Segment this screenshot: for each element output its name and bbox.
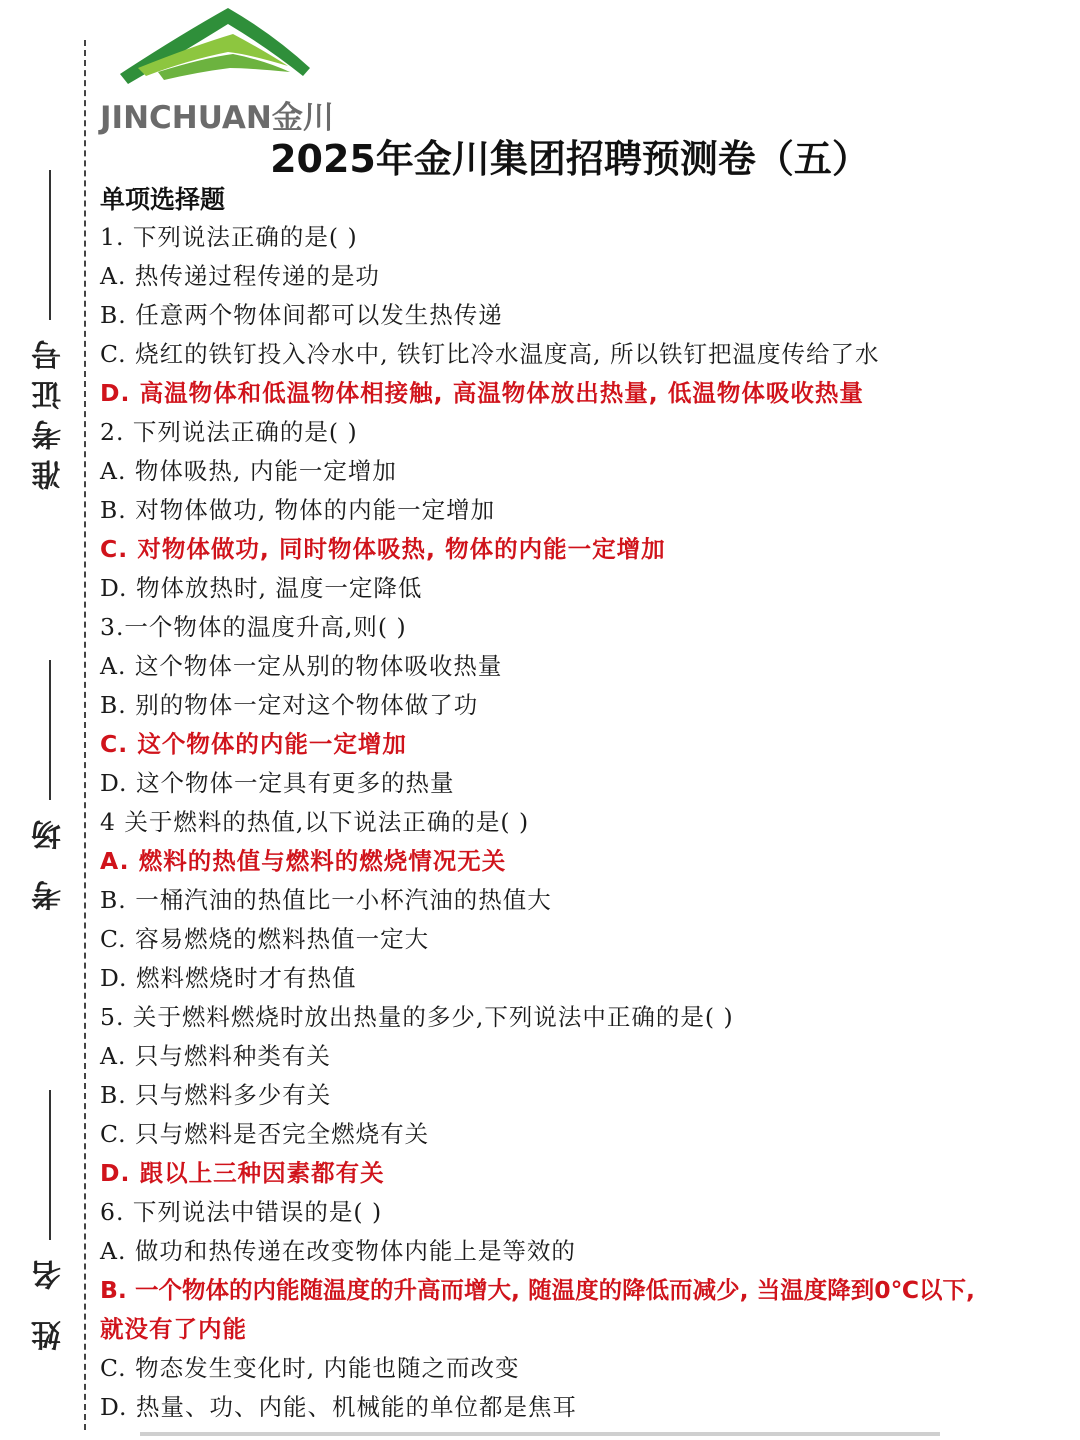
answer-line: C. 对物体做功, 同时物体吸热, 物体的内能一定增加	[100, 535, 666, 563]
question-line: 6. 下列说法中错误的是( )	[100, 1198, 383, 1226]
exam-id-label: 准考证号	[32, 330, 67, 490]
logo-text: JINCHUAN金川	[100, 100, 334, 136]
question-line: B. 别的物体一定对这个物体做了功	[100, 691, 479, 719]
answer-line: C. 这个物体的内能一定增加	[100, 730, 407, 758]
exam-room-blank	[49, 660, 51, 800]
question-line: C. 烧红的铁钉投入冷水中, 铁钉比冷水温度高, 所以铁钉把温度传给了水	[100, 340, 880, 368]
question-line: 1. 下列说法正确的是( )	[100, 223, 358, 251]
answer-line: D. 跟以上三种因素都有关	[100, 1159, 385, 1187]
section-title: 单项选择题	[100, 185, 226, 214]
question-line: A. 物体吸热, 内能一定增加	[100, 457, 397, 485]
question-line: D. 热量、功、内能、机械能的单位都是焦耳	[100, 1393, 577, 1421]
question-line: 2. 下列说法正确的是( )	[100, 418, 358, 446]
question-line: A. 这个物体一定从别的物体吸收热量	[100, 652, 503, 680]
answer-line: A. 燃料的热值与燃料的燃烧情况无关	[100, 847, 507, 875]
logo-mountain-icon	[98, 6, 348, 96]
binding-margin	[0, 0, 90, 1440]
answer-line: B. 一个物体的内能随温度的升高而增大, 随温度的降低而减少, 当温度降到0℃以下,	[100, 1276, 975, 1304]
name-blank	[49, 1090, 51, 1240]
cut-line	[84, 40, 86, 1430]
question-line: C. 容易燃烧的燃料热值一定大	[100, 925, 430, 953]
question-line: D. 这个物体一定具有更多的热量	[100, 769, 455, 797]
question-list	[100, 218, 1075, 1427]
question-line: B. 一桶汽油的热值比一小杯汽油的热值大	[100, 886, 552, 914]
question-line: A. 做功和热传递在改变物体内能上是等效的	[100, 1237, 576, 1265]
bottom-divider	[140, 1432, 940, 1436]
page-title: 2025年金川集团招聘预测卷（五）	[270, 137, 870, 181]
question-line: 3.一个物体的温度升高,则( )	[100, 613, 407, 641]
answer-line: 就没有了内能	[100, 1315, 247, 1343]
question-line: A. 只与燃料种类有关	[100, 1042, 331, 1070]
exam-room-field	[30, 660, 70, 910]
question-line: D. 物体放热时, 温度一定降低	[100, 574, 423, 602]
exam-room-label: 考 场	[32, 810, 67, 911]
exam-id-field	[30, 170, 70, 490]
question-line: B. 只与燃料多少有关	[100, 1081, 332, 1109]
question-line: B. 对物体做功, 物体的内能一定增加	[100, 496, 496, 524]
question-line: 5. 关于燃料燃烧时放出热量的多少,下列说法中正确的是( )	[100, 1003, 734, 1031]
name-label: 姓 名	[32, 1250, 67, 1351]
question-line: C. 只与燃料是否完全燃烧有关	[100, 1120, 430, 1148]
exam-id-blank	[49, 170, 51, 320]
question-line: D. 燃料燃烧时才有热值	[100, 964, 357, 992]
answer-line: D. 高温物体和低温物体相接触, 高温物体放出热量, 低温物体吸收热量	[100, 379, 864, 407]
question-line: A. 热传递过程传递的是功	[100, 262, 380, 290]
name-field	[30, 1090, 70, 1350]
question-line: C. 物态发生变化时, 内能也随之而改变	[100, 1354, 520, 1382]
question-line: 4 关于燃料的热值,以下说法正确的是( )	[100, 808, 530, 836]
question-line: B. 任意两个物体间都可以发生热传递	[100, 301, 503, 329]
